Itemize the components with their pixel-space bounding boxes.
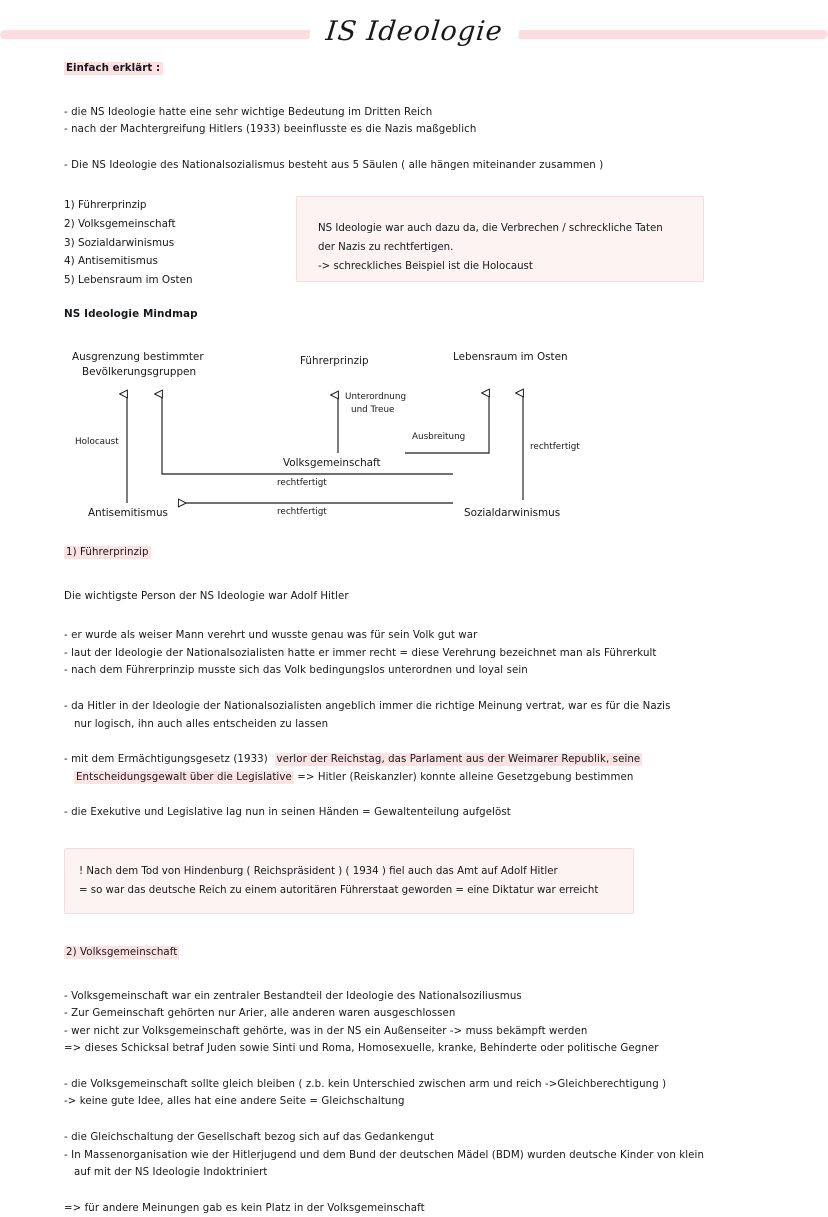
section1-bullet-b-line1: - da Hitler in der Ideologie der Nationalsozialisten angeblich immer die richtige Meinung vertrat, war es für die Nazis	[64, 700, 671, 712]
mindmap-node-sozialdarwinismus: Sozialdarwinismus	[464, 506, 561, 519]
section2-heading	[64, 944, 764, 962]
section2-bullet: - die Volksgemeinschaft sollte gleich bleiben ( z.b. kein Unterschied zwischen arm und reich ->Gleichberechtigung )	[64, 1078, 667, 1090]
callout-box-hindenburg	[64, 848, 634, 914]
section2-bullet: - In Massenorganisation wie der Hitlerjugend und dem Bund der deutschen Mädel (BDM) wurden deutsche Kinder von klein	[64, 1149, 705, 1161]
section2-bullet: - Volksgemeinschaft war ein zentraler Bestandteil der Ideologie des Nationalsoziliusmus	[64, 990, 522, 1002]
mindmap-section	[0, 306, 828, 526]
pillar-item: 2) Volksgemeinschaft	[64, 217, 176, 230]
section1-bullet-b-line2: nur logisch, ihn auch alles entscheiden zu lassen	[74, 718, 329, 730]
callout-line: ! Nach dem Tod von Hindenburg ( Reichspräsident ) ( 1934 ) fiel auch das Amt auf Adolf Hitler	[79, 865, 558, 877]
mindmap-node-antisemitismus: Antisemitismus	[88, 506, 168, 519]
section1-bullet-c-line1	[64, 751, 764, 769]
section2-heading-text: 2) Volksgemeinschaft	[66, 946, 178, 958]
intro-bullet-1: - die NS Ideologie hatte eine sehr wichtige Bedeutung im Dritten Reich	[64, 106, 433, 118]
section2-bullet-cont: auf mit der NS Ideologie Indoktriniert	[74, 1167, 268, 1179]
mindmap-edge-ausbreitung: Ausbreitung	[412, 431, 466, 442]
pillars-section	[0, 196, 828, 306]
mindmap-edge-holocaust: Holocaust	[75, 436, 119, 447]
section1-heading	[64, 544, 764, 562]
section2-bullet: => dieses Schicksal betraf Juden sowie Sinti und Roma, Homosexuelle, kranke, Behinderte oder politische Gegner	[64, 1043, 659, 1055]
section1-heading-text: 1) Führerprinzip	[66, 546, 149, 558]
pillar-item: 1) Führerprinzip	[64, 199, 147, 212]
callout-box-top	[296, 196, 704, 282]
section2-bullet: -> keine gute Idee, alles hat eine andere Seite = Gleichschaltung	[64, 1096, 405, 1108]
page-body	[0, 60, 828, 1217]
mindmap-edge-rechtfertigt-bottom: rechtfertigt	[277, 506, 327, 517]
page-title-text: IS Ideologie	[307, 8, 521, 56]
mindmap-edge-rechtfertigt-mid: rechtfertigt	[277, 477, 327, 488]
mindmap-node-fuehrerprinzip: Führerprinzip	[300, 354, 369, 367]
pillar-item: 4) Antisemitismus	[64, 255, 158, 268]
section1-bullet: - nach dem Führerprinzip musste sich das Volk bedingungslos unterordnen und loyal sein	[64, 665, 528, 677]
section1-bullet-c-highlight-2: Entscheidungsgewalt über die Legislative	[76, 771, 292, 783]
callout-line: -> schreckliches Beispiel ist die Holocaust	[318, 261, 533, 273]
callout-line: der Nazis zu rechtfertigen.	[318, 242, 454, 254]
section1-bullet-c-rest: => Hitler (Reiskanzler) konnte alleine Gesetzgebung bestimmen	[297, 771, 634, 783]
pillar-item: 5) Lebensraum im Osten	[64, 273, 193, 286]
section-volksgemeinschaft	[0, 944, 828, 1217]
section1-lead: Die wichtigste Person der NS Ideologie war Adolf Hitler	[64, 590, 349, 602]
section1-bullet-c-highlight-1: verlor der Reichstag, das Parlament aus der Weimarer Republik, seine	[276, 754, 641, 766]
mindmap-edge-rechtfertigt-right: rechtfertigt	[530, 441, 580, 452]
mindmap-edge-unterordnung-line2: und Treue	[351, 404, 395, 415]
section1-bullet-c-prefix: - mit dem Ermächtigungsgesetz (1933)	[64, 754, 268, 766]
section2-conclusion: => für andere Meinungen gab es kein Platz in der Volksgemeinschaft	[64, 1202, 425, 1214]
mindmap-node-ausgrenzung-line1: Ausgrenzung bestimmter	[72, 350, 204, 363]
section1-bullet: - laut der Ideologie der Nationalsozialisten hatte er immer recht = diese Verehrung bezeichnet man als Führerkult	[64, 647, 657, 659]
intro-heading-text: Einfach erklärt :	[64, 62, 163, 75]
section1-bullet-d: - die Exekutive und Legislative lag nun in seinen Händen = Gewaltenteilung aufgelöst	[64, 807, 511, 819]
section1-bullet-c-line2	[64, 769, 764, 787]
intro-section	[0, 60, 828, 174]
section2-bullet: - wer nicht zur Volksgemeinschaft gehörte, was in der NS ein Außenseiter -> muss bekämpft werden	[64, 1025, 588, 1037]
mindmap-node-lebensraum: Lebensraum im Osten	[453, 350, 568, 363]
page-title	[0, 8, 828, 56]
intro-bullet-2: - nach der Machtergreifung Hitlers (1933) beeinflusste es die Nazis maßgeblich	[64, 124, 477, 136]
section-fuehrerprinzip	[0, 544, 828, 914]
mindmap-node-volksgemeinschaft: Volksgemeinschaft	[283, 456, 381, 469]
mindmap-diagram	[64, 346, 764, 526]
pillars-list	[64, 196, 193, 289]
callout-line: = so war das deutsche Reich zu einem autoritären Führerstaat geworden = eine Diktatur war erreicht	[79, 884, 599, 896]
section1-bullet: - er wurde als weiser Mann verehrt und wusste genau was für sein Volk gut war	[64, 630, 478, 642]
intro-statement: - Die NS Ideologie des Nationalsozialismus besteht aus 5 Säulen ( alle hängen miteinander zusammen )	[64, 159, 604, 171]
section2-bullet: - Zur Gemeinschaft gehörten nur Arier, alle anderen waren ausgeschlossen	[64, 1008, 456, 1020]
page-header	[0, 0, 828, 66]
intro-heading	[64, 60, 764, 78]
callout-line: NS Ideologie war auch dazu da, die Verbrechen / schreckliche Taten	[318, 223, 663, 235]
section2-bullet: - die Gleichschaltung der Gesellschaft bezog sich auf das Gedankengut	[64, 1132, 435, 1144]
mindmap-node-ausgrenzung-line2: Bevölkerungsgruppen	[82, 365, 197, 378]
pillar-item: 3) Sozialdarwinismus	[64, 236, 175, 249]
mindmap-heading: NS Ideologie Mindmap	[64, 308, 198, 321]
mindmap-edge-unterordnung-line1: Unterordnung	[345, 391, 407, 402]
